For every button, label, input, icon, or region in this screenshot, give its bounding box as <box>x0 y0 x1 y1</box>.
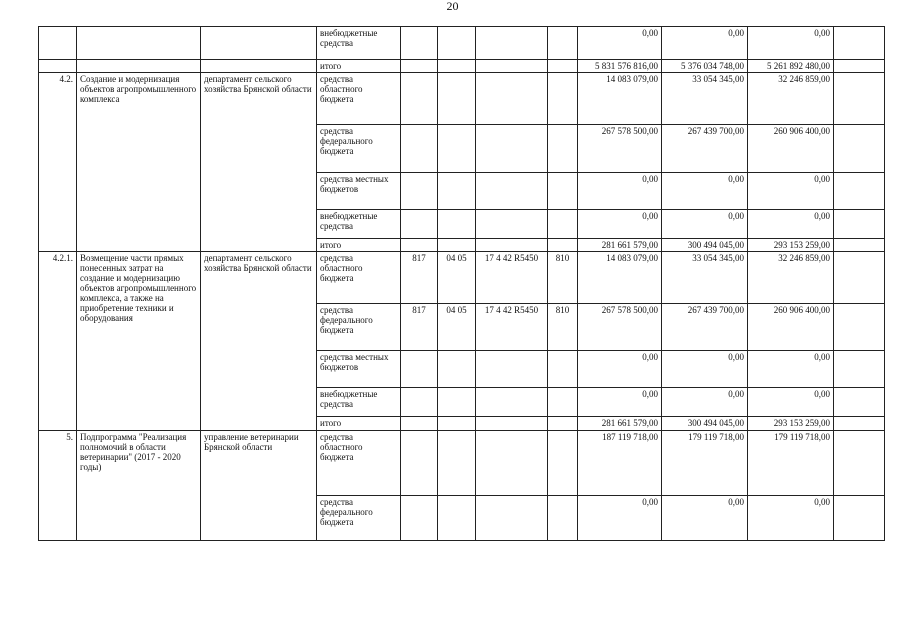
table-row <box>39 252 885 304</box>
amount-2019-cell: 33 054 345,00 <box>662 252 748 304</box>
rzpr-cell: 04 05 <box>438 252 476 304</box>
amount-2018-cell: 281 661 579,00 <box>578 239 662 252</box>
source-cell: итого <box>317 417 401 431</box>
table-row <box>39 431 885 496</box>
section-name: Создание и модернизация объектов агропромышленного комплекса <box>77 73 201 252</box>
vr-cell <box>548 431 578 496</box>
amount-2019-cell: 300 494 045,00 <box>662 239 748 252</box>
section-number: 5. <box>39 431 77 541</box>
grbs-cell <box>401 239 438 252</box>
executor-cell <box>201 27 317 60</box>
vr-cell <box>548 388 578 417</box>
grbs-cell <box>401 210 438 239</box>
amount-2018-cell: 0,00 <box>578 210 662 239</box>
amount-2020-cell: 260 906 400,00 <box>748 304 834 351</box>
amount-2020-cell: 0,00 <box>748 173 834 210</box>
grbs-cell <box>401 388 438 417</box>
csr-cell <box>476 210 548 239</box>
csr-cell <box>476 60 548 73</box>
amount-2018-cell: 5 831 576 816,00 <box>578 60 662 73</box>
csr-cell <box>476 417 548 431</box>
vr-cell: 810 <box>548 304 578 351</box>
rzpr-cell: 04 05 <box>438 304 476 351</box>
source-cell: средства областного бюджета <box>317 73 401 125</box>
amount-2018-cell: 14 083 079,00 <box>578 73 662 125</box>
vr-cell <box>548 173 578 210</box>
section-executor: департамент сельского хозяйства Брянской области <box>201 252 317 431</box>
grbs-cell <box>401 496 438 541</box>
grbs-cell <box>401 417 438 431</box>
grbs-cell <box>401 173 438 210</box>
amount-2018-cell: 0,00 <box>578 496 662 541</box>
amount-2019-cell: 5 376 034 748,00 <box>662 60 748 73</box>
amount-2019-cell: 267 439 700,00 <box>662 304 748 351</box>
csr-cell <box>476 173 548 210</box>
source-cell: средства областного бюджета <box>317 252 401 304</box>
csr-cell <box>476 239 548 252</box>
grbs-cell <box>401 125 438 173</box>
csr-cell <box>476 496 548 541</box>
rzpr-cell <box>438 388 476 417</box>
amount-2018-cell: 0,00 <box>578 388 662 417</box>
rzpr-cell <box>438 125 476 173</box>
budget-table <box>38 26 885 541</box>
source-cell: средства федерального бюджета <box>317 125 401 173</box>
number-cell <box>39 60 77 73</box>
note-cell <box>834 417 885 431</box>
grbs-cell <box>401 27 438 60</box>
section-executor: управление ветеринарии Брянской области <box>201 431 317 541</box>
csr-cell <box>476 388 548 417</box>
csr-cell <box>476 27 548 60</box>
amount-2020-cell: 293 153 259,00 <box>748 239 834 252</box>
vr-cell: 810 <box>548 252 578 304</box>
amount-2020-cell: 0,00 <box>748 351 834 388</box>
amount-2020-cell: 0,00 <box>748 210 834 239</box>
grbs-cell <box>401 60 438 73</box>
number-cell <box>39 27 77 60</box>
amount-2018-cell: 0,00 <box>578 351 662 388</box>
rzpr-cell <box>438 60 476 73</box>
amount-2018-cell: 281 661 579,00 <box>578 417 662 431</box>
note-cell <box>834 73 885 125</box>
source-cell: внебюджетные средства <box>317 27 401 60</box>
rzpr-cell <box>438 173 476 210</box>
section-name: Подпрограмма "Реализация полномочий в области ветеринарии" (2017 - 2020 годы) <box>77 431 201 541</box>
vr-cell <box>548 351 578 388</box>
amount-2020-cell: 32 246 859,00 <box>748 73 834 125</box>
rzpr-cell <box>438 73 476 125</box>
rzpr-cell <box>438 351 476 388</box>
csr-cell <box>476 73 548 125</box>
source-cell: средства местных бюджетов <box>317 351 401 388</box>
amount-2018-cell: 187 119 718,00 <box>578 431 662 496</box>
amount-2018-cell: 267 578 500,00 <box>578 304 662 351</box>
source-cell: средства федерального бюджета <box>317 304 401 351</box>
amount-2019-cell: 33 054 345,00 <box>662 73 748 125</box>
vr-cell <box>548 496 578 541</box>
section-number: 4.2.1. <box>39 252 77 431</box>
csr-cell <box>476 431 548 496</box>
note-cell <box>834 252 885 304</box>
name-cell <box>77 60 201 73</box>
grbs-cell: 817 <box>401 304 438 351</box>
section-number: 4.2. <box>39 73 77 252</box>
vr-cell <box>548 210 578 239</box>
vr-cell <box>548 417 578 431</box>
rzpr-cell <box>438 210 476 239</box>
source-cell: внебюджетные средства <box>317 210 401 239</box>
table-row <box>39 73 885 125</box>
amount-2020-cell: 0,00 <box>748 27 834 60</box>
grbs-cell <box>401 431 438 496</box>
vr-cell <box>548 239 578 252</box>
csr-cell: 17 4 42 R5450 <box>476 252 548 304</box>
amount-2020-cell: 179 119 718,00 <box>748 431 834 496</box>
rzpr-cell <box>438 496 476 541</box>
note-cell <box>834 60 885 73</box>
executor-cell <box>201 60 317 73</box>
page-number: 20 <box>446 0 459 13</box>
note-cell <box>834 210 885 239</box>
amount-2020-cell: 293 153 259,00 <box>748 417 834 431</box>
amount-2019-cell: 0,00 <box>662 210 748 239</box>
source-cell: итого <box>317 239 401 252</box>
section-executor: департамент сельского хозяйства Брянской области <box>201 73 317 252</box>
note-cell <box>834 388 885 417</box>
grbs-cell: 817 <box>401 252 438 304</box>
amount-2018-cell: 0,00 <box>578 173 662 210</box>
rzpr-cell <box>438 239 476 252</box>
note-cell <box>834 351 885 388</box>
note-cell <box>834 304 885 351</box>
amount-2020-cell: 0,00 <box>748 496 834 541</box>
vr-cell <box>548 27 578 60</box>
note-cell <box>834 496 885 541</box>
note-cell <box>834 239 885 252</box>
amount-2020-cell: 0,00 <box>748 388 834 417</box>
amount-2019-cell: 0,00 <box>662 173 748 210</box>
vr-cell <box>548 73 578 125</box>
grbs-cell <box>401 73 438 125</box>
table-row <box>39 60 885 73</box>
vr-cell <box>548 125 578 173</box>
amount-2019-cell: 0,00 <box>662 351 748 388</box>
source-cell: средства местных бюджетов <box>317 173 401 210</box>
vr-cell <box>548 60 578 73</box>
note-cell <box>834 27 885 60</box>
amount-2018-cell: 14 083 079,00 <box>578 252 662 304</box>
amount-2018-cell: 267 578 500,00 <box>578 125 662 173</box>
source-cell: итого <box>317 60 401 73</box>
rzpr-cell <box>438 27 476 60</box>
amount-2020-cell: 260 906 400,00 <box>748 125 834 173</box>
source-cell: средства федерального бюджета <box>317 496 401 541</box>
amount-2019-cell: 267 439 700,00 <box>662 125 748 173</box>
csr-cell <box>476 351 548 388</box>
amount-2020-cell: 5 261 892 480,00 <box>748 60 834 73</box>
amount-2019-cell: 300 494 045,00 <box>662 417 748 431</box>
note-cell <box>834 173 885 210</box>
table-row <box>39 27 885 60</box>
source-cell: внебюджетные средства <box>317 388 401 417</box>
note-cell <box>834 431 885 496</box>
amount-2019-cell: 179 119 718,00 <box>662 431 748 496</box>
amount-2019-cell: 0,00 <box>662 27 748 60</box>
rzpr-cell <box>438 431 476 496</box>
grbs-cell <box>401 351 438 388</box>
amount-2020-cell: 32 246 859,00 <box>748 252 834 304</box>
name-cell <box>77 27 201 60</box>
amount-2018-cell: 0,00 <box>578 27 662 60</box>
rzpr-cell <box>438 417 476 431</box>
section-name: Возмещение части прямых понесенных затрат на создание и модернизацию объектов агропромышленного комплекса, а также на приобретение техники и оборудования <box>77 252 201 431</box>
amount-2019-cell: 0,00 <box>662 388 748 417</box>
note-cell <box>834 125 885 173</box>
csr-cell <box>476 125 548 173</box>
amount-2019-cell: 0,00 <box>662 496 748 541</box>
csr-cell: 17 4 42 R5450 <box>476 304 548 351</box>
source-cell: средства областного бюджета <box>317 431 401 496</box>
